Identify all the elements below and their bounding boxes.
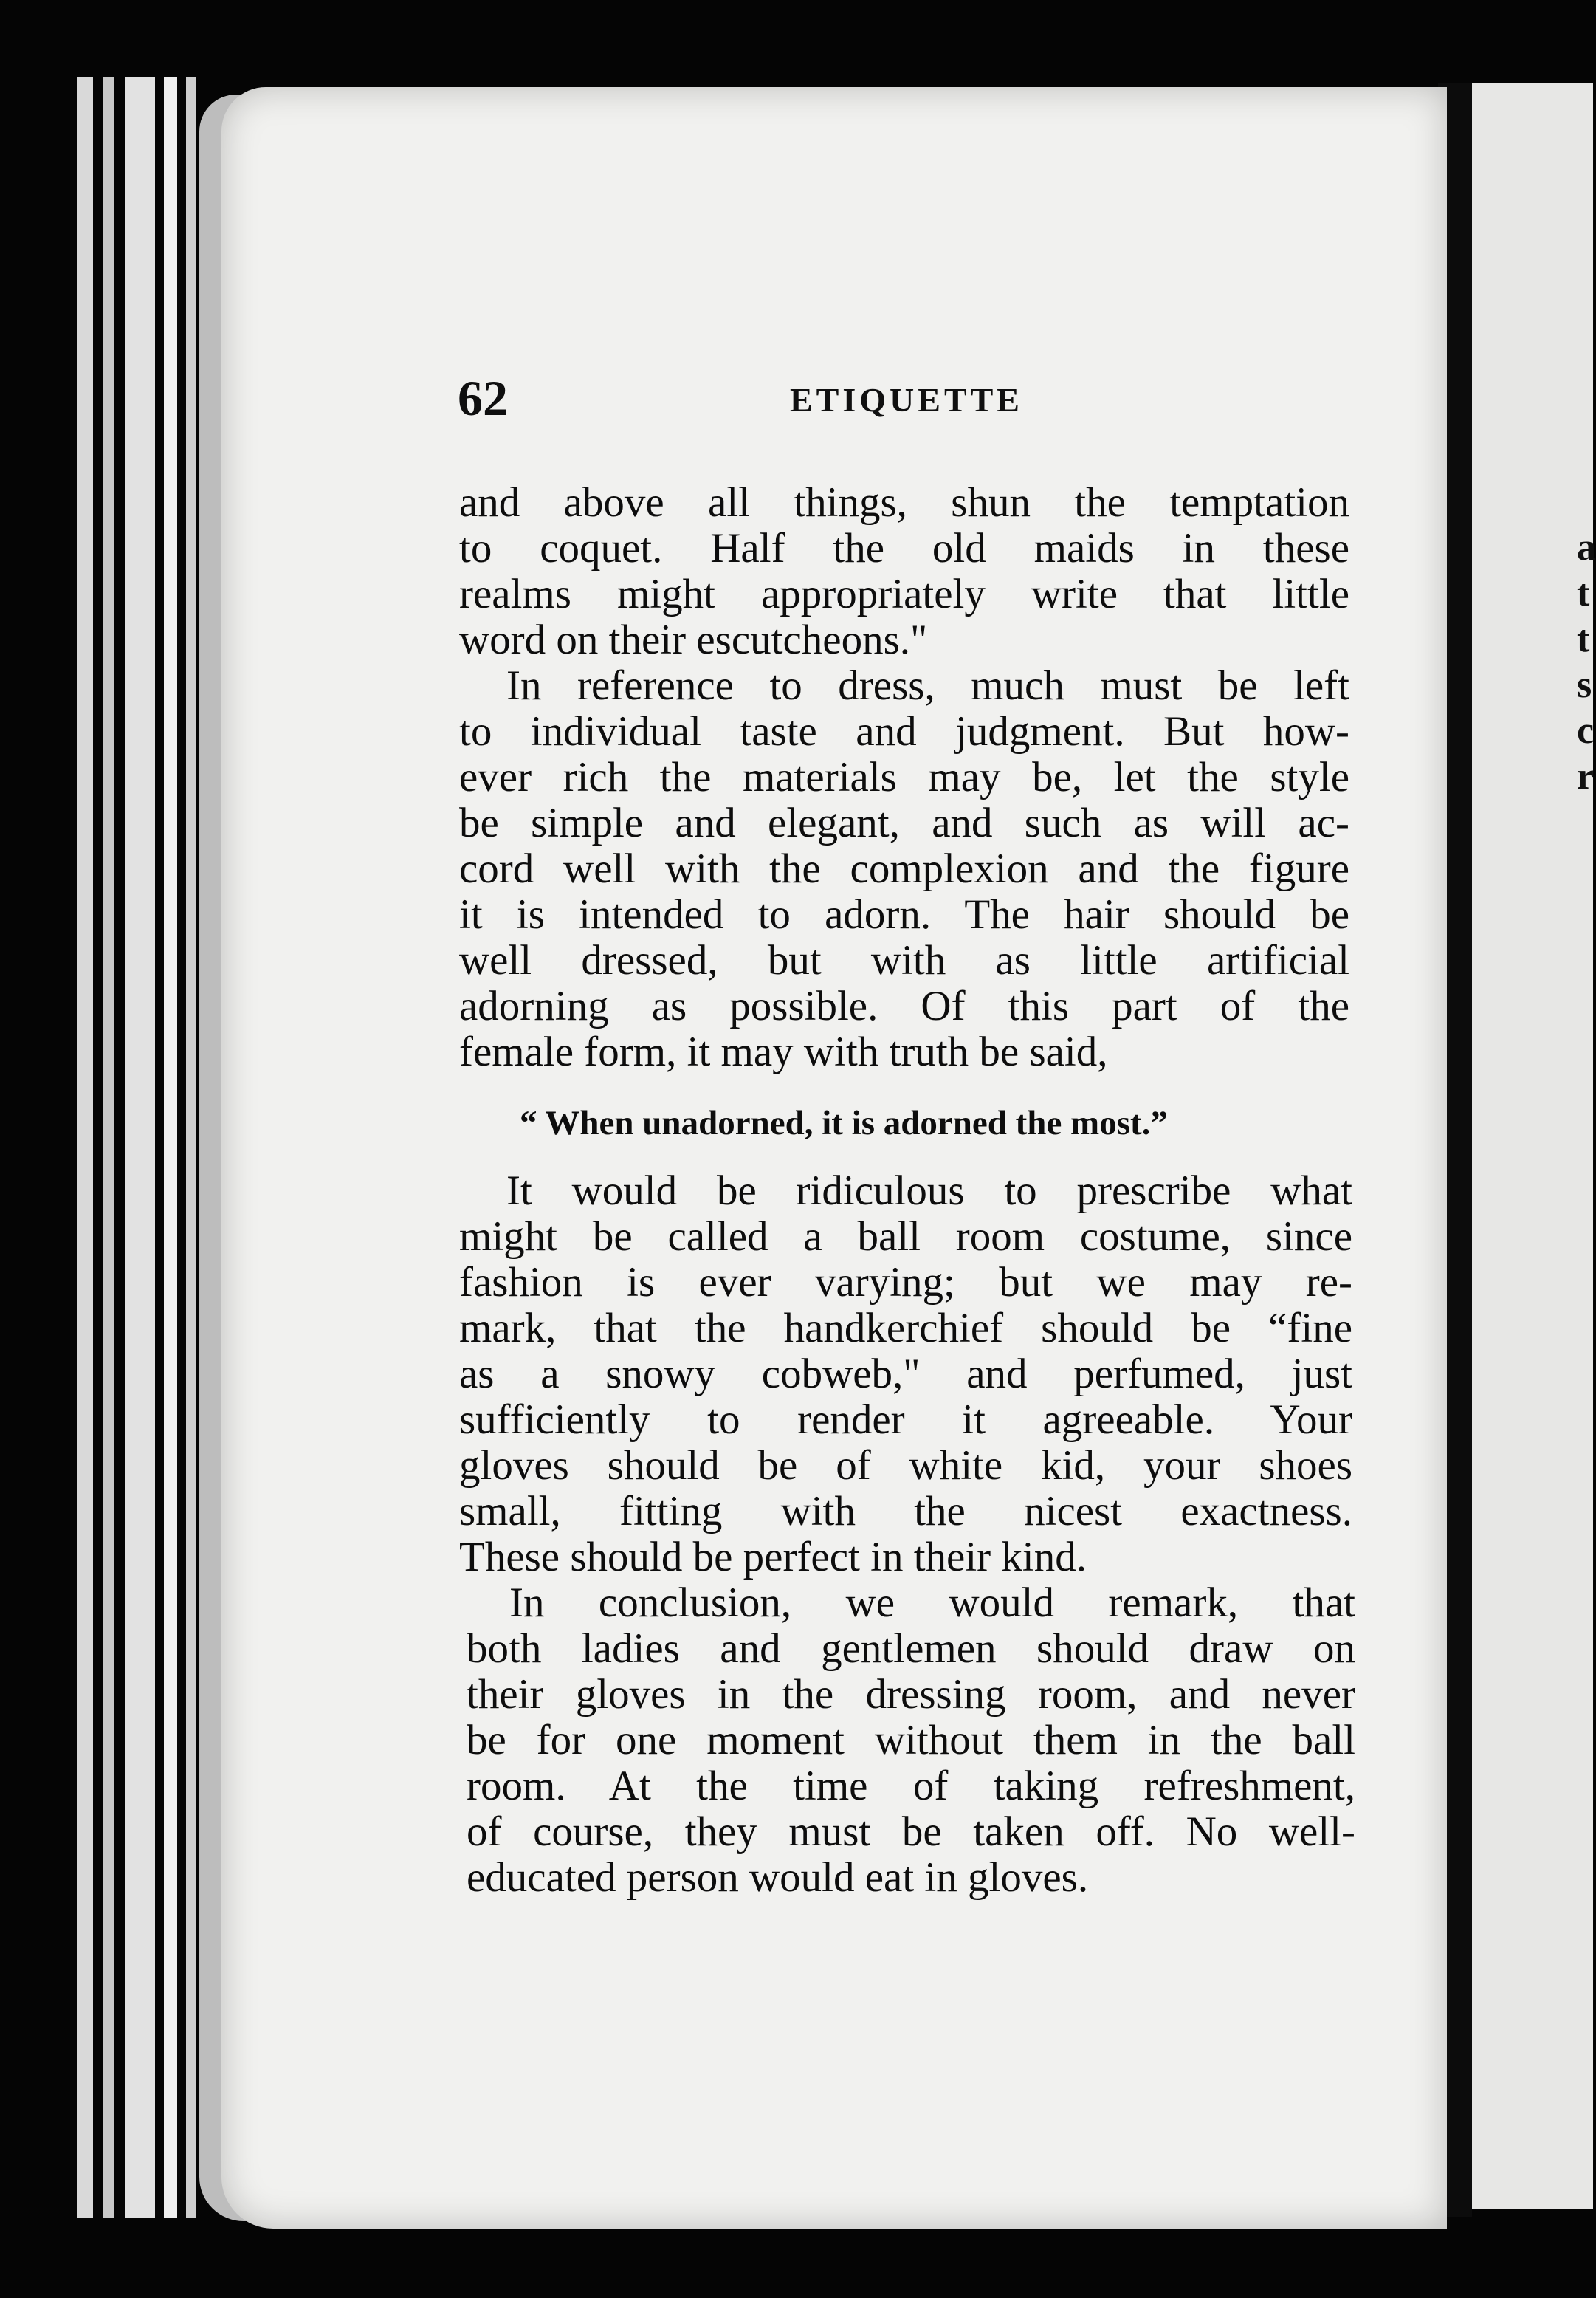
text-line: might be called a ball room costume, since	[459, 1213, 1352, 1260]
text-line: It would be ridiculous to prescribe what	[506, 1167, 1352, 1214]
text-line: to individual taste and judgment. But how-	[459, 708, 1349, 755]
quotation-line: “ When unadorned, it is adorned the most.”	[520, 1104, 1168, 1142]
adjacent-page-letter: c	[1577, 710, 1595, 752]
text-line: it is intended to adorn. The hair should be	[459, 891, 1349, 938]
text-line: both ladies and gentlemen should draw on	[467, 1625, 1355, 1672]
text-line: ever rich the materials may be, let the style	[459, 754, 1349, 800]
text-line: fashion is ever varying; but we may re-	[459, 1259, 1352, 1306]
text-line: In reference to dress, much must be left	[506, 662, 1349, 709]
text-line: and above all things, shun the temptation	[459, 479, 1349, 526]
text-line: adorning as possible. Of this part of the	[459, 983, 1349, 1029]
text-line: be simple and elegant, and such as will ac-	[459, 800, 1349, 846]
adjacent-page-letter: t	[1577, 572, 1590, 614]
text-line: word on their escutcheons."	[459, 617, 928, 663]
text-line: gloves should be of white kid, your shoes	[459, 1442, 1352, 1489]
page-edge	[103, 77, 114, 2218]
text-line: These should be perfect in their kind.	[459, 1534, 1087, 1580]
adjacent-page-letter: s	[1577, 664, 1592, 706]
page-number: 62	[458, 370, 508, 426]
text-line: to coquet. Half the old maids in these	[459, 525, 1349, 572]
text-line: sufficiently to render it agreeable. Your	[459, 1396, 1352, 1443]
text-line: female form, it may with truth be said,	[459, 1029, 1108, 1075]
text-line: of course, they must be taken off. No well-	[467, 1808, 1355, 1855]
text-line: room. At the time of taking refreshment,	[467, 1763, 1355, 1809]
text-line: be for one moment without them in the ball	[467, 1717, 1355, 1763]
text-line: In conclusion, we would remark, that	[509, 1580, 1355, 1626]
running-head: ETIQUETTE	[790, 381, 1023, 419]
text-line: their gloves in the dressing room, and never	[467, 1671, 1355, 1718]
page-edge	[125, 77, 155, 2218]
adjacent-page-letter: r	[1577, 755, 1595, 798]
adjacent-page	[1468, 83, 1596, 2209]
text-line: small, fitting with the nicest exactness.	[459, 1488, 1352, 1534]
text-line: as a snowy cobweb," and perfumed, just	[459, 1351, 1352, 1397]
text-line: mark, that the handkerchief should be “fine	[459, 1305, 1352, 1351]
text-line: cord well with the complexion and the figure	[459, 846, 1349, 892]
adjacent-page-letter: a	[1577, 527, 1596, 569]
text-line: well dressed, but with as little artificial	[459, 937, 1349, 984]
adjacent-page-letter: t	[1577, 618, 1590, 660]
page-edge	[164, 77, 177, 2218]
page-edge	[77, 77, 93, 2218]
text-line: educated person would eat in gloves.	[467, 1854, 1089, 1901]
text-line: realms might appropriately write that little	[459, 571, 1349, 617]
page-edge	[186, 77, 196, 2218]
